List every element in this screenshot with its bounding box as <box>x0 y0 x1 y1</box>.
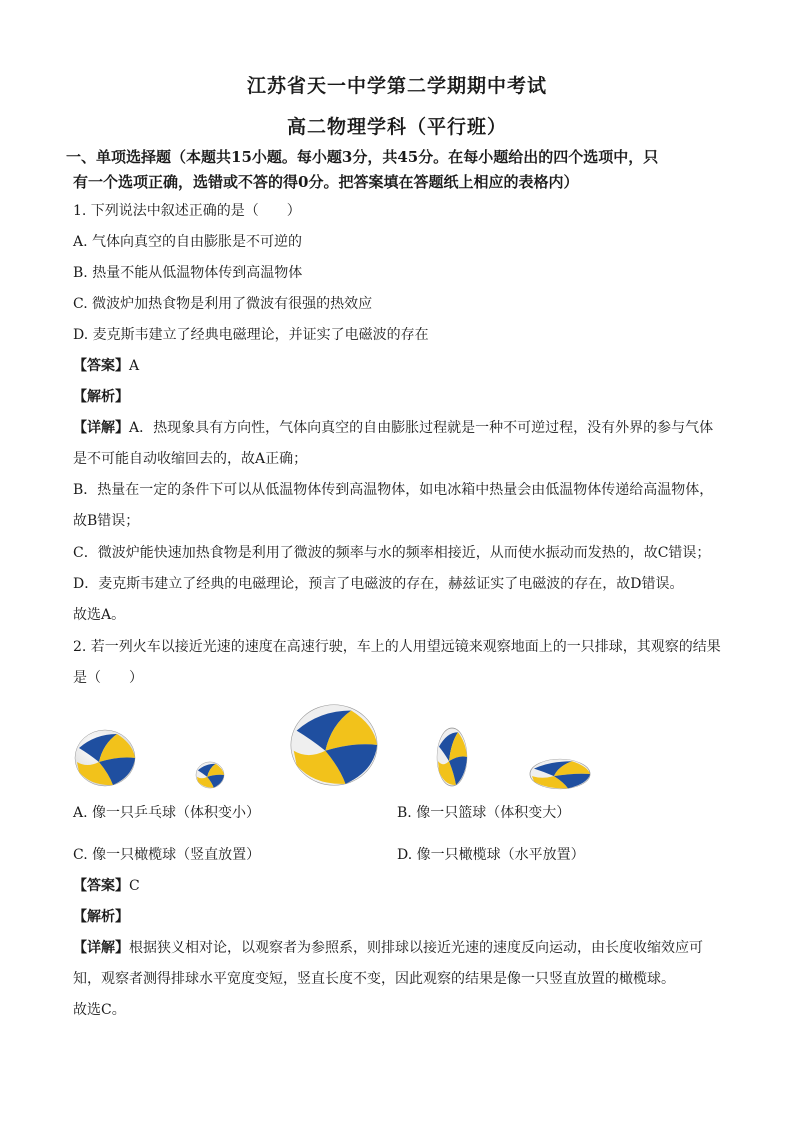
q1-detail-tag: 【详解】 <box>73 420 129 436</box>
section-heading-line2: 有一个选项正确，选错或不答的得0分。把答案填在答题纸上相应的表格内） <box>73 173 579 191</box>
q1-option-c: C. 微波炉加热食物是利用了微波有很强的热效应 <box>73 296 373 312</box>
q2-option-b: B. 像一只篮球（体积变大） <box>397 805 571 821</box>
q1-option-a: A. 气体向真空的自由膨胀是不可逆的 <box>73 234 303 250</box>
q2-answer-tag: 【答案】 <box>73 878 129 894</box>
q2-detail-line-3: 故选C。 <box>73 1002 126 1018</box>
q2-option-c: C. 像一只橄榄球（竖直放置） <box>73 847 261 863</box>
volleyball-horizontal-oval-icon <box>528 758 592 790</box>
q2-answer <box>73 876 725 896</box>
volleyball-large-icon <box>288 700 380 790</box>
q2-option-a: A. 像一只乒乓球（体积变小） <box>73 805 261 821</box>
q1-detail-line-1 <box>73 418 725 438</box>
q1-detail-line-7: 故选A。 <box>73 607 126 623</box>
q1-analysis-tag <box>73 387 725 407</box>
q1-stem: 1. 下列说法中叙述正确的是（ ） <box>73 203 301 219</box>
q2-detail-text-1: 根据狭义相对论，以观察者为参照系，则排球以接近光速的速度反向运动，由长度收缩效应可 <box>129 940 703 956</box>
section-heading-line1: 一、单项选择题（本题共15小题。每小题3分，共45分。在每小题给出的四个选项中，只 <box>66 148 659 166</box>
q2-analysis-label: 【解析】 <box>73 909 129 925</box>
volleyball-vertical-oval-icon <box>436 726 468 788</box>
q1-option-b: B. 热量不能从低温物体传到高温物体 <box>73 265 303 281</box>
q1-detail-text-1: A．热现象具有方向性，气体向真空的自由膨胀过程就是一种不可逆过程，没有外界的参与气体 <box>129 420 714 436</box>
q1-detail-line-5: C．微波炉能快速加热食物是利用了微波的频率与水的频率相接近，从而使水振动而发热的，故C错误； <box>73 545 711 561</box>
q1-detail-line-3: B．热量在一定的条件下可以从低温物体传到高温物体，如电冰箱中热量会由低温物体传递给高温物体， <box>73 482 714 498</box>
q1-detail-line-2: 是不可能自动收缩回去的，故A正确； <box>73 451 308 467</box>
q2-stem-line2: 是（ ） <box>73 670 143 686</box>
q2-detail-line-1 <box>73 938 725 958</box>
q2-analysis-tag <box>73 907 725 927</box>
volleyball-tiny-icon <box>195 761 225 789</box>
exam-subtitle: 高二物理学科（平行班） <box>286 116 507 138</box>
volleyball-figures <box>70 698 630 794</box>
q1-answer <box>73 356 725 376</box>
exam-title: 江苏省天一中学第二学期期中考试 <box>246 75 547 97</box>
q1-detail-line-4: 故B错误； <box>73 513 140 529</box>
q2-option-d: D. 像一只橄榄球（水平放置） <box>397 847 585 863</box>
q2-answer-value: C <box>129 878 140 894</box>
volleyball-small-icon <box>73 728 137 788</box>
q1-analysis-label: 【解析】 <box>73 389 129 405</box>
q2-detail-line-2: 知，观察者测得排球水平宽度变短，竖直长度不变，因此观察的结果是像一只竖直放置的橄榄球。 <box>73 971 675 987</box>
q2-detail-tag: 【详解】 <box>73 940 129 956</box>
q1-option-d: D. 麦克斯韦建立了经典电磁理论，并证实了电磁波的存在 <box>73 327 429 343</box>
q1-answer-value: A <box>129 358 140 374</box>
q1-answer-tag: 【答案】 <box>73 358 129 374</box>
q1-detail-line-6: D．麦克斯韦建立了经典的电磁理论，预言了电磁波的存在，赫兹证实了电磁波的存在，故D错误。 <box>73 576 684 592</box>
q2-stem-line1: 2. 若一列火车以接近光速的速度在高速行驶，车上的人用望远镜来观察地面上的一只排球，其观察的结果 <box>73 639 721 655</box>
